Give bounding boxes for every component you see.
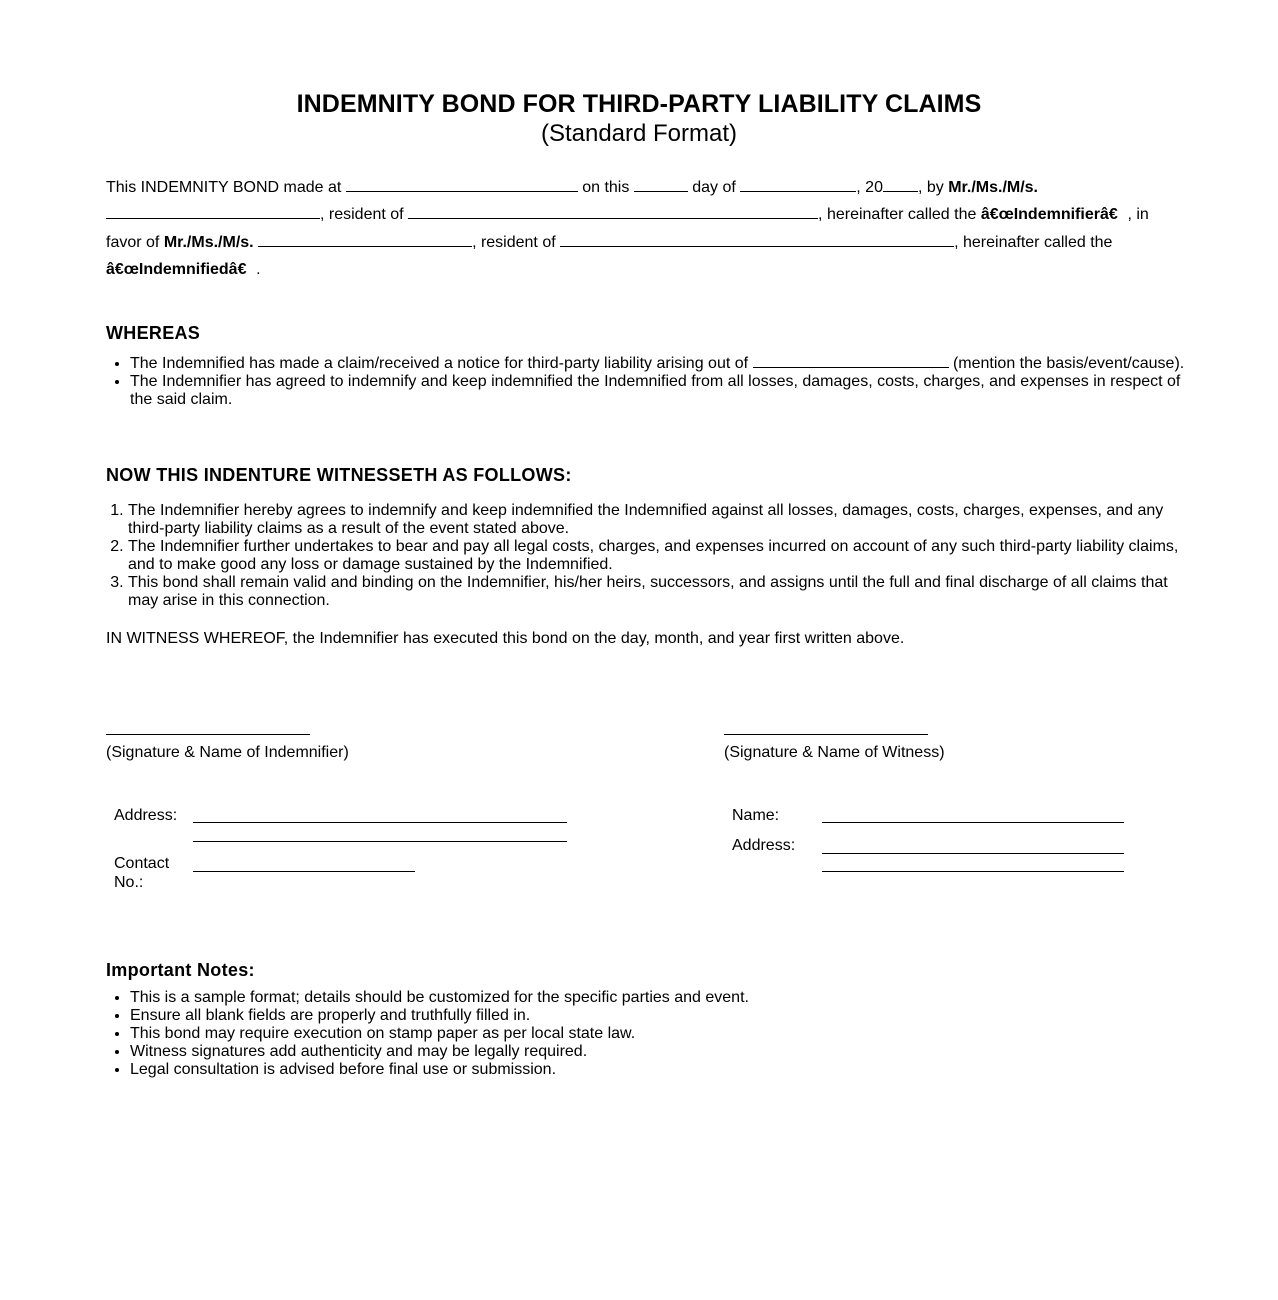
indemnified-title: Mr./Ms./M/s. (163, 233, 254, 251)
indemnifier-signature-label: (Signature & Name of Indemnifier) (106, 744, 349, 761)
witness-name-line[interactable] (822, 822, 1124, 823)
indemnified-name-blank[interactable] (258, 231, 472, 247)
witnesseth-item: 2. The Indemnifier further undertakes to bear and pay all legal costs, charges, and expenses incurred on account of any such third-party liability claims, and to make good any loss or damage sustained by the Indemnified. (128, 538, 1192, 574)
contact-label: Contact No.: (114, 855, 170, 891)
document-subtitle: (Standard Format) (540, 120, 738, 147)
witness-statement: IN WITNESS WHEREOF, the Indemnifier has executed this bond on the day, month, and year first written above. (106, 630, 905, 647)
witnesseth-item: 3. This bond shall remain valid and binding on the Indemnifier, his/her heirs, successors, and assigns until the full and final discharge of all claims that may arise in this connection. (128, 574, 1192, 610)
contact-line[interactable] (193, 871, 415, 872)
place-blank[interactable] (346, 176, 578, 192)
witness-address-line-2[interactable] (822, 871, 1124, 872)
notes-heading: Important Notes: (106, 960, 255, 980)
address-line-1[interactable] (193, 822, 567, 823)
notes-list (106, 989, 1192, 1079)
witness-signature-line[interactable] (724, 734, 928, 735)
note-item: • Witness signatures add authenticity and may be legally required. (130, 1043, 1192, 1061)
year-blank[interactable] (883, 176, 918, 192)
witnesseth-item: 1. The Indemnifier hereby agrees to indemnify and keep indemnified the Indemnified against all losses, damages, costs, charges, expenses, and any third-party liability claims as a result of the event stated above. (128, 502, 1192, 538)
note-item: • Ensure all blank fields are properly and truthfully filled in. (130, 1007, 1192, 1025)
document-title: INDEMNITY BOND FOR THIRD-PARTY LIABILITY CLAIMS (296, 90, 982, 118)
intro-paragraph: This INDEMNITY BOND made at on this day of , 20 , by Mr./Ms./M/s. , resident of , hereinafter called the â€œIndemnifierâ€, in favor of Mr./Ms./M/s. , resident of , hereinafter called the â€œIndemnifiedâ€. (106, 174, 1166, 283)
whereas-item: • The Indemnifier has agreed to indemnify and keep indemnified the Indemnified from all losses, damages, costs, charges, and expenses in respect of the said claim. (130, 373, 1192, 409)
indemnifier-address-blank[interactable] (408, 203, 818, 219)
claim-basis-blank[interactable] (753, 352, 949, 368)
indemnifier-title: Mr./Ms./M/s. (948, 179, 1038, 196)
indemnifier-term: â€œIndemnifierâ€ (980, 206, 1128, 224)
witnesseth-list (106, 502, 1192, 610)
note-item: • This is a sample format; details should be customized for the specific parties and event. (130, 989, 1192, 1007)
whereas-item: • The Indemnified has made a claim/received a notice for third-party liability arising out of (mention the basis/event/cause). (130, 352, 1192, 373)
witnesseth-heading: NOW THIS INDENTURE WITNESSETH AS FOLLOWS: (106, 465, 572, 485)
whereas-heading: WHEREAS (106, 323, 201, 343)
witness-address-line-1[interactable] (822, 853, 1124, 854)
indemnifier-signature-line[interactable] (106, 734, 310, 735)
indemnified-address-blank[interactable] (560, 231, 954, 247)
note-item: • Legal consultation is advised before final use or submission. (130, 1061, 1192, 1079)
witness-address-label: Address: (732, 837, 796, 854)
note-item: • This bond may require execution on stamp paper as per local state law. (130, 1025, 1192, 1043)
indemnifier-name-blank[interactable] (106, 203, 320, 219)
day-blank[interactable] (634, 176, 688, 192)
witness-signature-label: (Signature & Name of Witness) (724, 744, 945, 761)
indemnified-term: â€œIndemnifiedâ€ (106, 260, 257, 278)
address-label: Address: (114, 807, 178, 824)
whereas-list (106, 352, 1192, 409)
address-line-2[interactable] (193, 841, 567, 842)
witness-name-label: Name: (732, 807, 780, 824)
month-blank[interactable] (740, 176, 856, 192)
